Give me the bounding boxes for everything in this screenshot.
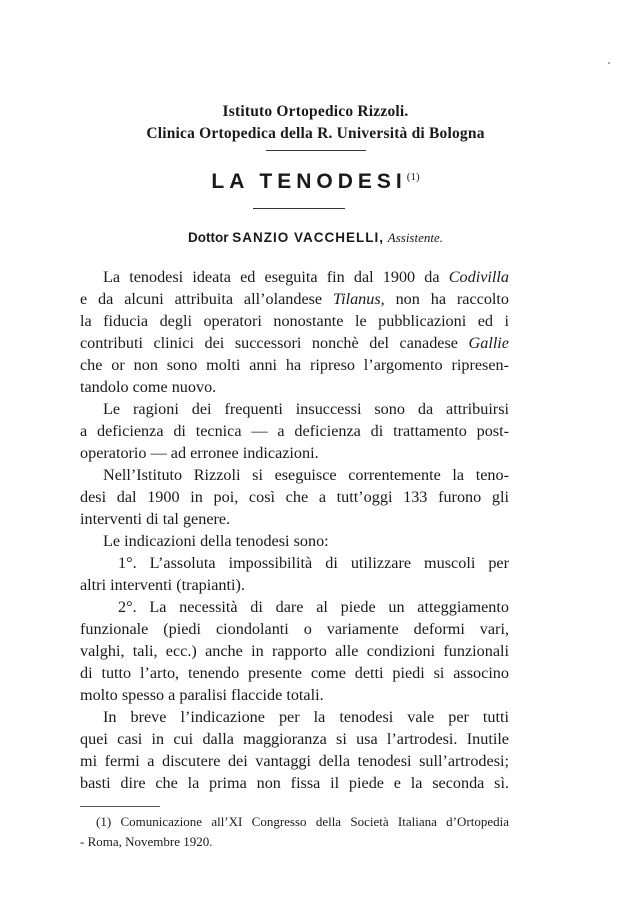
body-line: la fiducia degli operatori nonostante le pubblicazioni ed i xyxy=(80,312,509,330)
footnote-line: - Roma, Novembre 1920. xyxy=(80,834,213,849)
list-item-line: altri interventi (trapianti). xyxy=(80,576,245,594)
body-line: e da alcuni attribuita all’olandese Tilanus, non ha raccolto xyxy=(80,290,510,308)
body-line: operatorio — ad erronee indicazioni. xyxy=(80,444,319,462)
scan-speck xyxy=(608,62,610,64)
header-rule xyxy=(266,150,366,151)
body-line: Le ragioni dei frequenti insuccessi sono da attribuirsi xyxy=(103,400,509,418)
body-line: Nell’Istituto Rizzoli si eseguisce correntemente la teno- xyxy=(103,466,509,484)
clinic-heading: Clinica Ortopedica della R. Università di Bologna xyxy=(146,125,485,142)
footnote-rule xyxy=(80,806,160,807)
body-line: mi fermi a discutere dei vantaggi della tenodesi sull’artrodesi; xyxy=(80,752,509,770)
list-item-line: 2°. La necessità di dare al piede un atteggiamento xyxy=(118,598,509,616)
body-line: che or non sono molti anni ha ripreso l’argomento ripresen- xyxy=(80,356,509,374)
institute-heading: Istituto Ortopedico Rizzoli. xyxy=(222,103,409,120)
body-line: Le indicazioni della tenodesi sono: xyxy=(103,532,329,550)
body-line: interventi di tal genere. xyxy=(80,510,231,528)
list-item-line: valghi, tali, ecc.) anche in rapporto alle condizioni funzionali xyxy=(80,642,509,660)
title-text: LA TENODESI xyxy=(211,170,407,193)
title-footnote-mark: (1) xyxy=(406,171,420,183)
body-line: In breve l’indicazione per la tenodesi vale per tutti xyxy=(103,708,509,726)
title-rule xyxy=(253,208,345,209)
list-item-line: funzionale (piedi ciondolanti o variamente deformi vari, xyxy=(80,620,509,638)
author-line xyxy=(0,230,631,246)
list-item-line: 1°. L’assoluta impossibilità di utilizzare muscoli per xyxy=(118,554,509,572)
body-line: desi dal 1900 in poi, così che a tutt’oggi 133 furono gli xyxy=(80,488,509,506)
body-line: contributi clinici dei successori nonchè del canadese Gallie xyxy=(80,334,509,352)
article-title xyxy=(0,170,631,194)
body-line: quei casi in cui dalla maggioranza si usa l’artrodesi. Inutile xyxy=(80,730,509,748)
author-prefix: Dottor xyxy=(187,230,229,245)
list-item-line: di tutto l’arto, tenendo presente come detti piedi si associno xyxy=(80,664,509,682)
author-name: SANZIO VACCHELLI, xyxy=(232,230,384,245)
footnote-line: (1) Comunicazione all’XI Congresso della Società Italiana d’Ortopedia xyxy=(96,814,509,829)
body-line: a deficienza di tecnica — a deficienza di trattamento post- xyxy=(80,422,509,440)
list-item-line: molto spesso a paralisi flaccide totali. xyxy=(80,686,324,704)
body-line: tandolo come nuovo. xyxy=(80,378,217,396)
body-line: basti dire che la prima non fissa il piede e la seconda sì. xyxy=(80,774,509,792)
body-line: La tenodesi ideata ed eseguita fin dal 1900 da Codivilla xyxy=(103,268,509,286)
author-role: Assistente. xyxy=(387,230,444,245)
